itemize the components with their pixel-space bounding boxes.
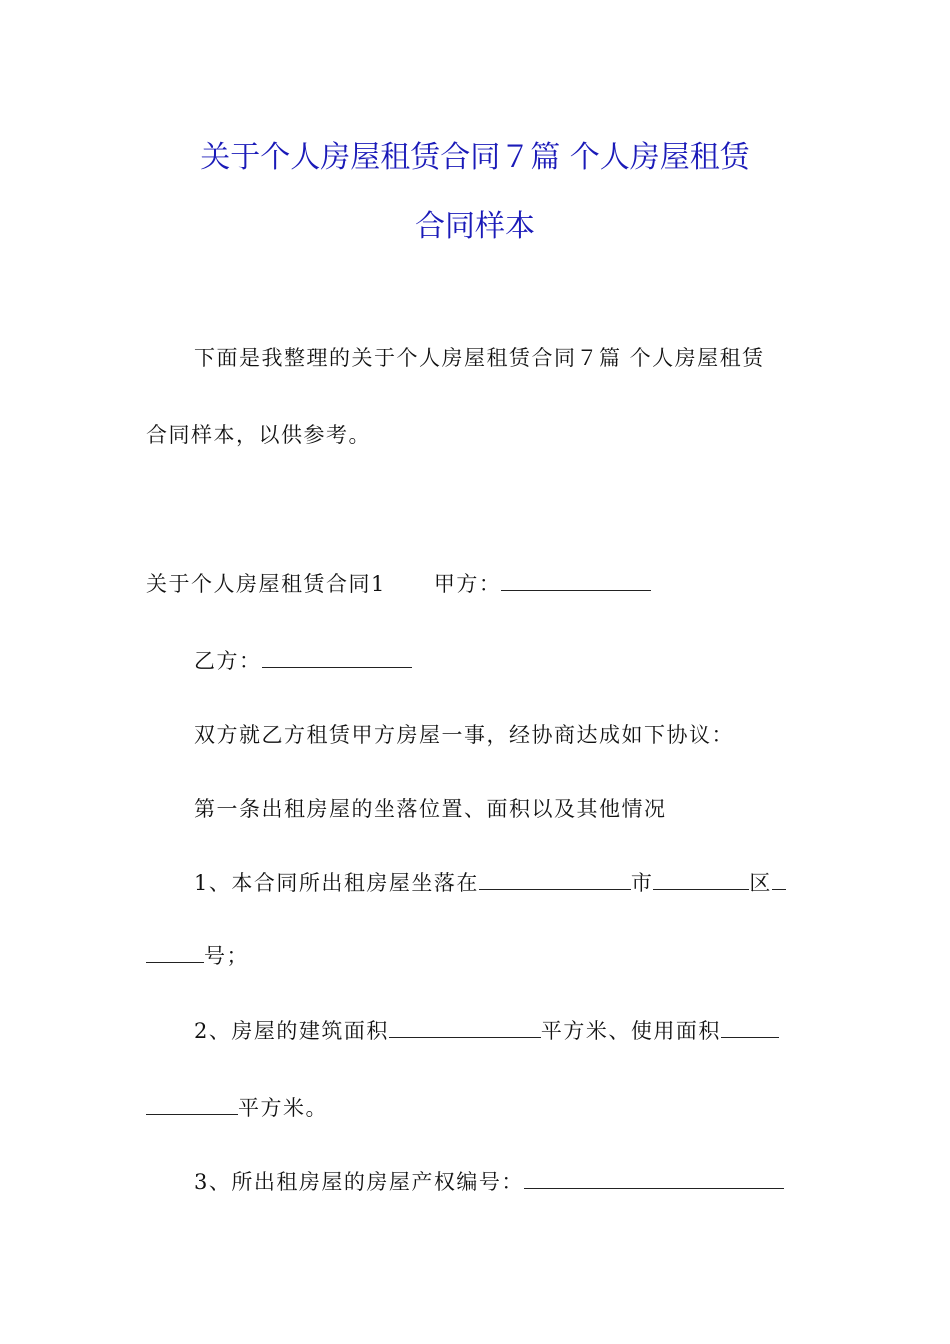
article-1-heading: 第一条出租房屋的坐落位置、面积以及其他情况 bbox=[194, 797, 667, 821]
agreement-line: 双方就乙方租赁甲方房屋一事，经协商达成如下协议： bbox=[194, 723, 734, 747]
item-3-property-number-blank bbox=[524, 1168, 784, 1189]
item-1-district-blank-end bbox=[146, 942, 204, 963]
item-3-row bbox=[194, 1167, 784, 1197]
item-1-row bbox=[194, 868, 786, 898]
intro-line-1: 下面是我整理的关于个人房屋租赁合同７篇 个人房屋租赁 bbox=[194, 346, 765, 370]
item-1-prefix: 1、本合同所出租房屋坐落在 bbox=[194, 871, 479, 895]
intro-line-2: 合同样本，以供参考。 bbox=[146, 423, 371, 447]
item-1-district: 区 bbox=[749, 871, 772, 895]
item-1-address-blank bbox=[479, 869, 631, 890]
item-2-building-area-blank bbox=[389, 1017, 541, 1038]
item-2-end: 平方米。 bbox=[238, 1096, 328, 1120]
document-title-line-2: 合同样本 bbox=[415, 209, 535, 244]
party-b-blank bbox=[262, 647, 412, 668]
item-2-prefix: 2、房屋的建筑面积 bbox=[194, 1019, 389, 1043]
item-2-usable-area-blank-end bbox=[146, 1094, 238, 1115]
contract-1-heading: 关于个人房屋租赁合同1 bbox=[146, 572, 386, 596]
item-2-row bbox=[194, 1016, 779, 1046]
item-1-row-continued bbox=[146, 941, 249, 971]
item-1-city: 市 bbox=[630, 871, 654, 895]
item-2-row-continued bbox=[146, 1093, 328, 1123]
party-b-row bbox=[194, 646, 412, 676]
contract-1-heading-row bbox=[146, 569, 651, 599]
item-1-number: 号； bbox=[204, 944, 249, 968]
item-3-prefix: 3、所出租房屋的房屋产权编号： bbox=[194, 1170, 524, 1194]
item-2-mid: 平方米、使用面积 bbox=[540, 1019, 721, 1043]
party-b-label: 乙方： bbox=[194, 649, 262, 673]
item-1-district-blank-start bbox=[772, 869, 786, 890]
item-2-usable-area-blank-start bbox=[721, 1017, 779, 1038]
item-1-city-blank bbox=[653, 869, 749, 890]
document-title-line-1: 关于个人房屋租赁合同７篇 个人房屋租赁 bbox=[200, 140, 750, 175]
party-a-blank bbox=[501, 570, 651, 591]
party-a-label: 甲方： bbox=[433, 572, 502, 596]
